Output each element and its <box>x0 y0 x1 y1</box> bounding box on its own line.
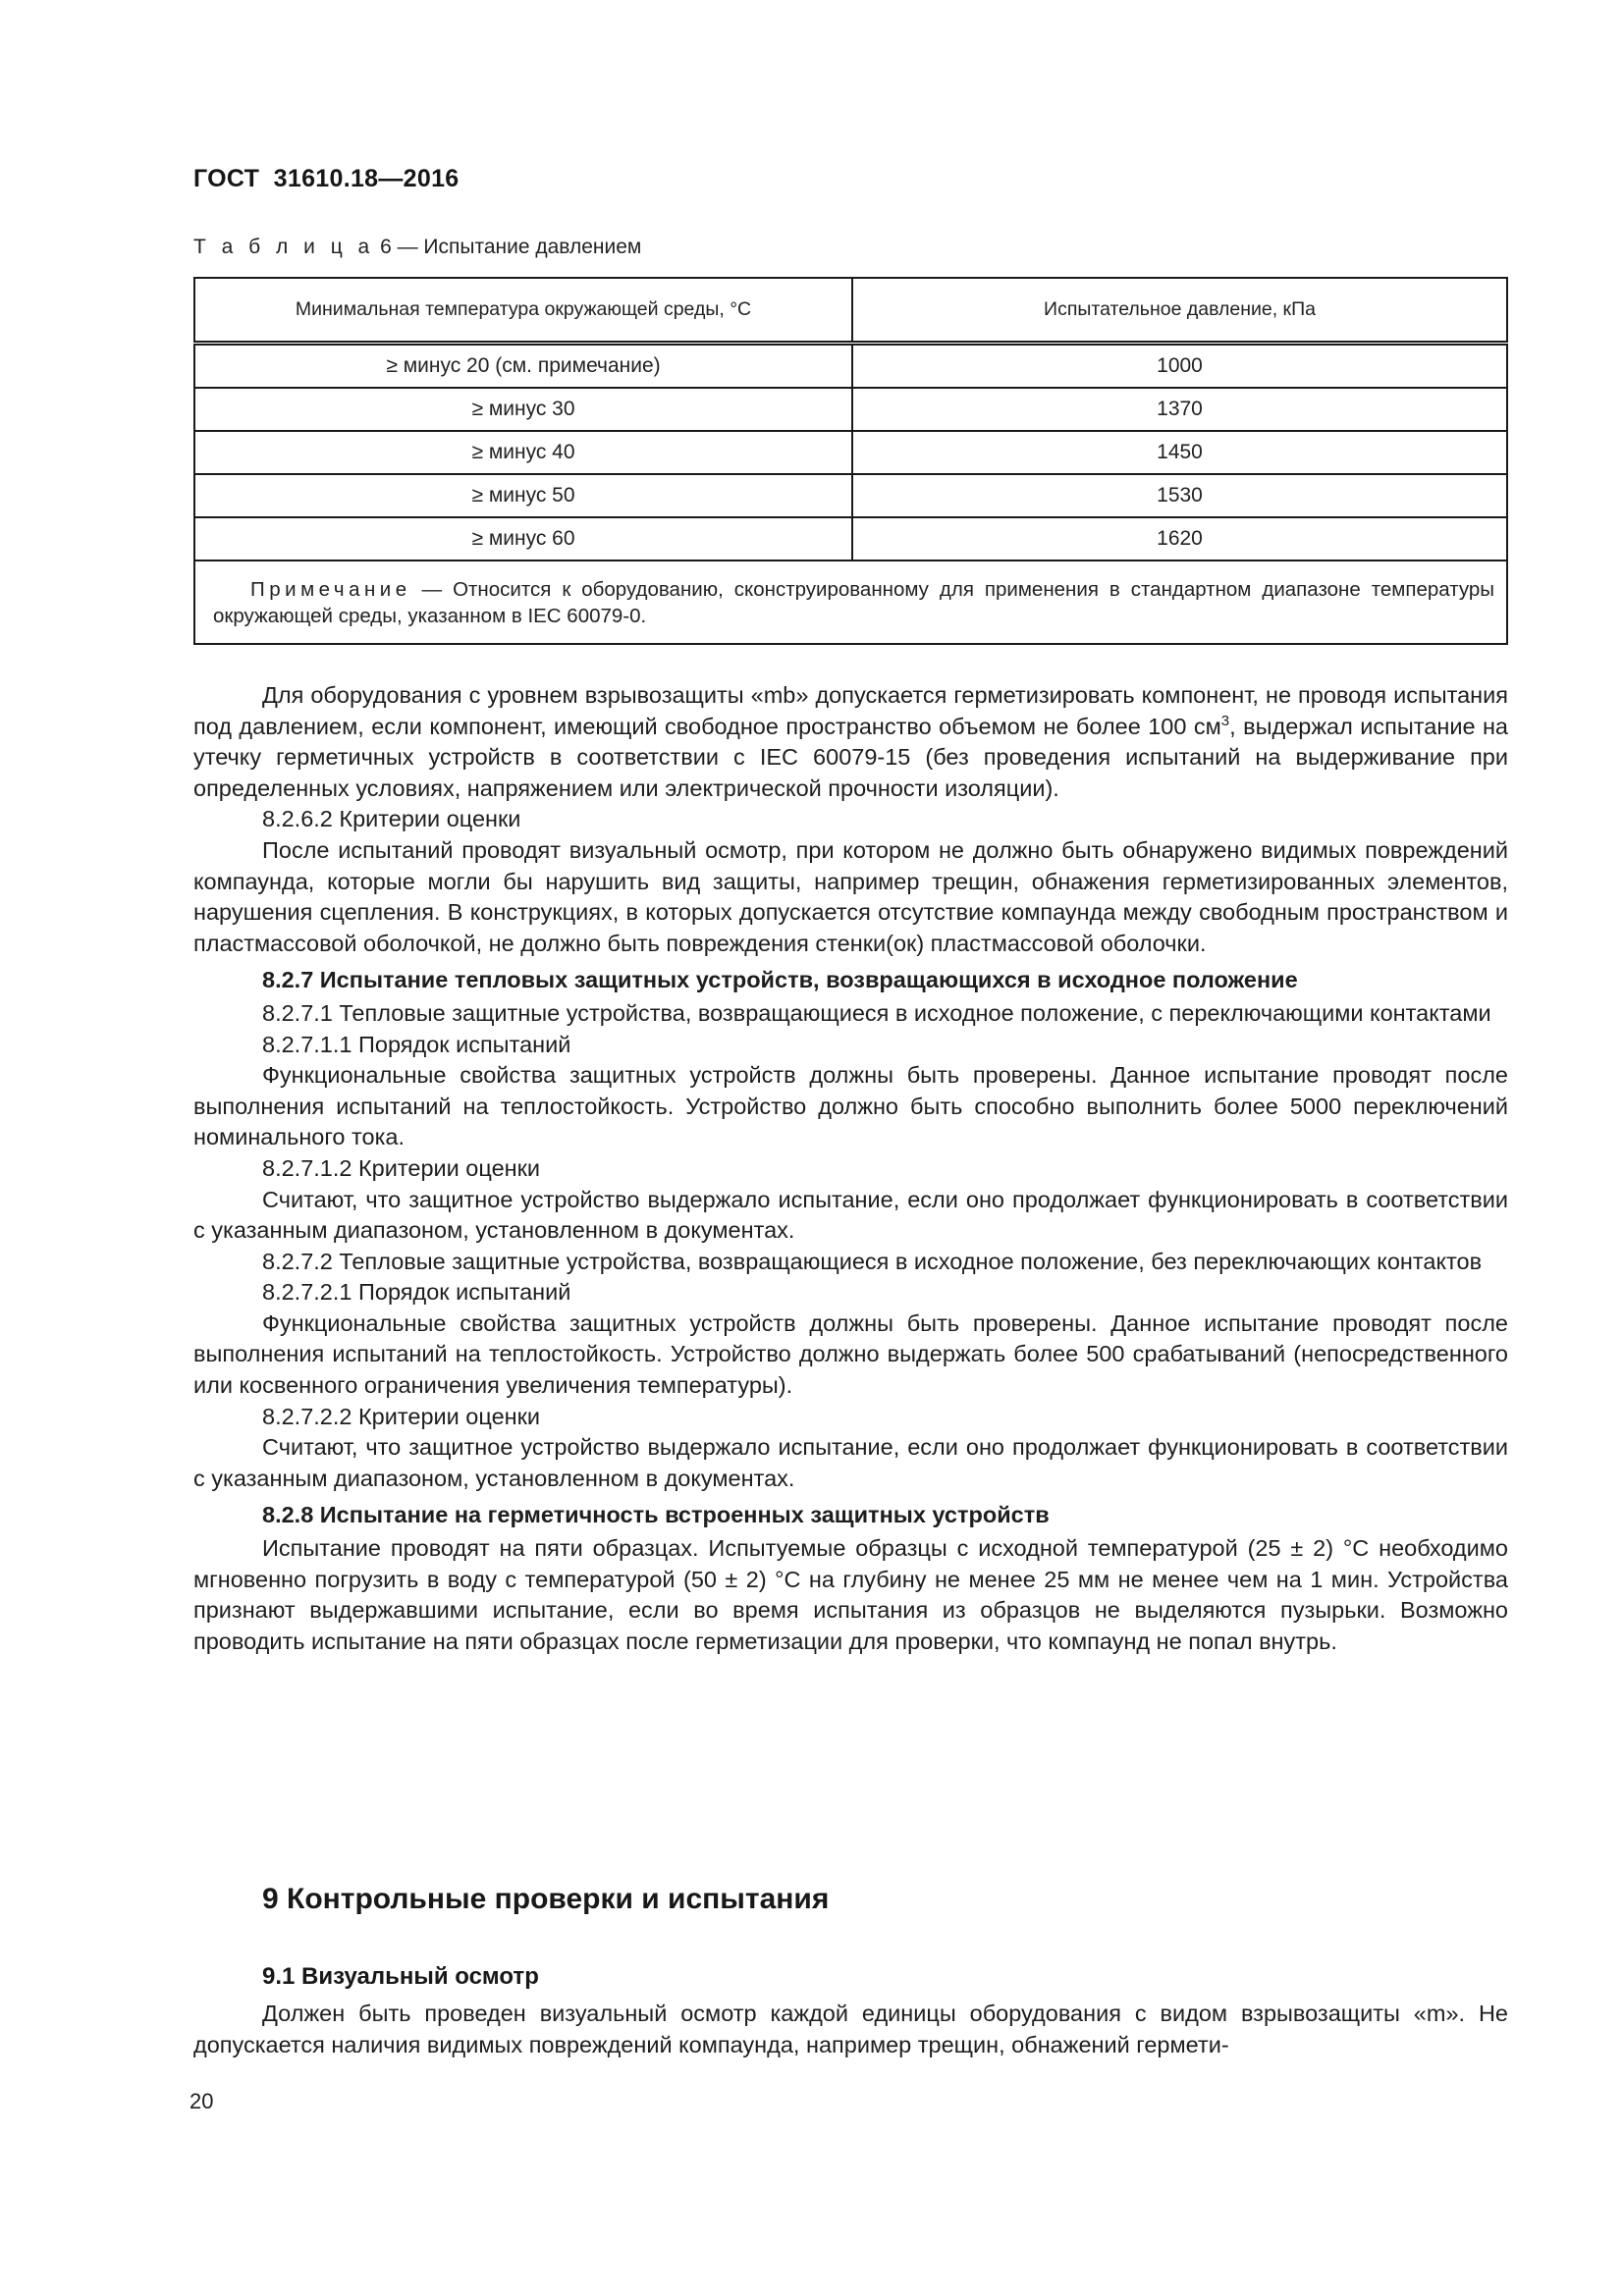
body-section-9 <box>193 1999 1508 2060</box>
table-caption-title: 6 — Испытание давлением <box>374 236 642 258</box>
clause-8-2-7-1-1: 8.2.7.1.1 Порядок испытаний <box>262 1031 571 1057</box>
table-caption <box>193 236 641 259</box>
page-number: 20 <box>189 2089 214 2113</box>
column-header-pressure: Испытательное давление, кПа <box>852 278 1507 344</box>
paragraph-9-1: Должен быть проведен визуальный осмотр каждой единицы оборудования с видом взрывозащиты «m». Не допускается наличия видимых повреждений компаунда, например трещин, обнажений гермети- <box>193 2001 1508 2057</box>
paragraph-8-2-7-1-1: Функциональные свойства защитных устройств должны быть проверены. Данное испытание проводят после выполнения испытаний на теплостойкость. Устройство должно быть способно выполнить более 5000 переключений номинального тока. <box>193 1062 1508 1150</box>
clause-8-2-7-1: 8.2.7.1 Тепловые защитные устройства, возвращающиеся в исходное положение, с переключающими контактами <box>262 999 1491 1026</box>
column-header-temperature: Минимальная температура окружающей среды, °С <box>194 278 852 344</box>
paragraph-8-2-7-2-2: Считают, что защитное устройство выдержало испытание, если оно продолжает функционировать в соответствии с указанным диапазоном, установленном в документах. <box>193 1434 1508 1491</box>
clause-8-2-7-2-1: 8.2.7.2.1 Порядок испытаний <box>262 1279 571 1306</box>
cell-pressure: 1370 <box>852 388 1507 431</box>
heading-8-2-7: 8.2.7 Испытание тепловых защитных устройств, возвращающихся в исходное положение <box>262 967 1298 993</box>
heading-8-2-8: 8.2.8 Испытание на герметичность встроенных защитных устройств <box>262 1502 1050 1528</box>
cell-temperature: ≥ минус 30 <box>194 388 852 431</box>
section-9-heading: 9 Контрольные проверки и испытания <box>262 1883 830 1915</box>
paragraph-mb-sealing <box>193 680 1508 804</box>
superscript: 3 <box>1220 712 1230 729</box>
document-header: ГОСТ 31610.18—2016 <box>193 165 460 192</box>
cell-temperature: ≥ минус 50 <box>194 474 852 517</box>
paragraph-8-2-7-1-2: Считают, что защитное устройство выдержало испытание, если оно продолжает функционировать в соответствии с указанным диапазоном, установленном в документах. <box>193 1186 1508 1244</box>
table-row <box>194 474 1507 517</box>
clause-8-2-7-2: 8.2.7.2 Тепловые защитные устройства, возвращающиеся в исходное положение, без переключающих контактов <box>262 1248 1483 1274</box>
clause-8-2-6-2: 8.2.6.2 Критерии оценки <box>262 806 521 832</box>
table-caption-label: Т а б л и ц а <box>193 236 375 258</box>
cell-pressure: 1450 <box>852 431 1507 474</box>
section-9-1-heading: 9.1 Визуальный осмотр <box>262 1963 539 1990</box>
table-note-row <box>194 561 1507 644</box>
note-label: Примечание <box>250 577 411 601</box>
cell-temperature: ≥ минус 40 <box>194 431 852 474</box>
note-text: — Относится к оборудованию, сконструированному для применения в стандартном диапазоне температуры окружающей среды, указанном в IEC 60079-0. <box>213 577 1494 627</box>
cell-temperature: ≥ минус 60 <box>194 517 852 561</box>
paragraph-8-2-8: Испытание проводят на пяти образцах. Испытуемые образцы с исходной температурой (25 ± 2) °С необходимо мгновенно погрузить в воду с температурой (50 ± 2) °С на глубину не менее 25 мм не менее чем на 1 мин. Устройства признают выдержавшими испытание, если во время испытания из образцов не выделяются пузырьки. Возможно проводить испытание на пяти образцах после герметизации для проверки, что компаунд не попал внутрь. <box>193 1535 1508 1654</box>
table-note <box>194 561 1507 644</box>
paragraph-text: , выдержал испытание на утечку герметичных устройств в соответствии с IEC 60079-15 (без проведения испытаний на выдерживание при определенных условиях, напряжением или электрической прочности изоляции). <box>193 713 1508 801</box>
cell-pressure: 1530 <box>852 474 1507 517</box>
table-row <box>194 517 1507 561</box>
table-row <box>194 344 1507 389</box>
paragraph-8-2-7-2-1: Функциональные свойства защитных устройств должны быть проверены. Данное испытание проводят после выполнения испытаний на теплостойкость. Устройство должно выдержать более 500 срабатываний (непосредственного или косвенного ограничения увеличения температуры). <box>193 1309 1508 1399</box>
cell-pressure: 1000 <box>852 344 1507 389</box>
paragraph-visual-inspection: После испытаний проводят визуальный осмотр, при котором не должно быть обнаружено видимых повреждений компаунда, которые могли бы нарушить вид защиты, например трещин, обнажения герметизированных элементов, нарушения сцепления. В конструкциях, в которых допускается отсутствие компаунда между свободным пространством и пластмассовой оболочкой, не должно быть повреждения стенки(ок) пластмассовой оболочки. <box>193 836 1508 956</box>
cell-pressure: 1620 <box>852 517 1507 561</box>
clause-8-2-7-1-2: 8.2.7.1.2 Критерии оценки <box>262 1154 541 1181</box>
clause-8-2-7-2-2: 8.2.7.2.2 Критерии оценки <box>262 1403 541 1429</box>
paragraph-text: Для оборудования с уровнем взрывозащиты «mb» допускается герметизировать компонент, не проводя испытания под давлением, если компонент, имеющий свободное пространство объемом не более 100 см <box>193 682 1508 739</box>
cell-temperature: ≥ минус 20 (см. примечание) <box>194 344 852 389</box>
body-section-8 <box>193 680 1508 1657</box>
table-header-row <box>194 278 1507 344</box>
table-row <box>194 388 1507 431</box>
pressure-test-table <box>193 277 1508 645</box>
table-row <box>194 431 1507 474</box>
